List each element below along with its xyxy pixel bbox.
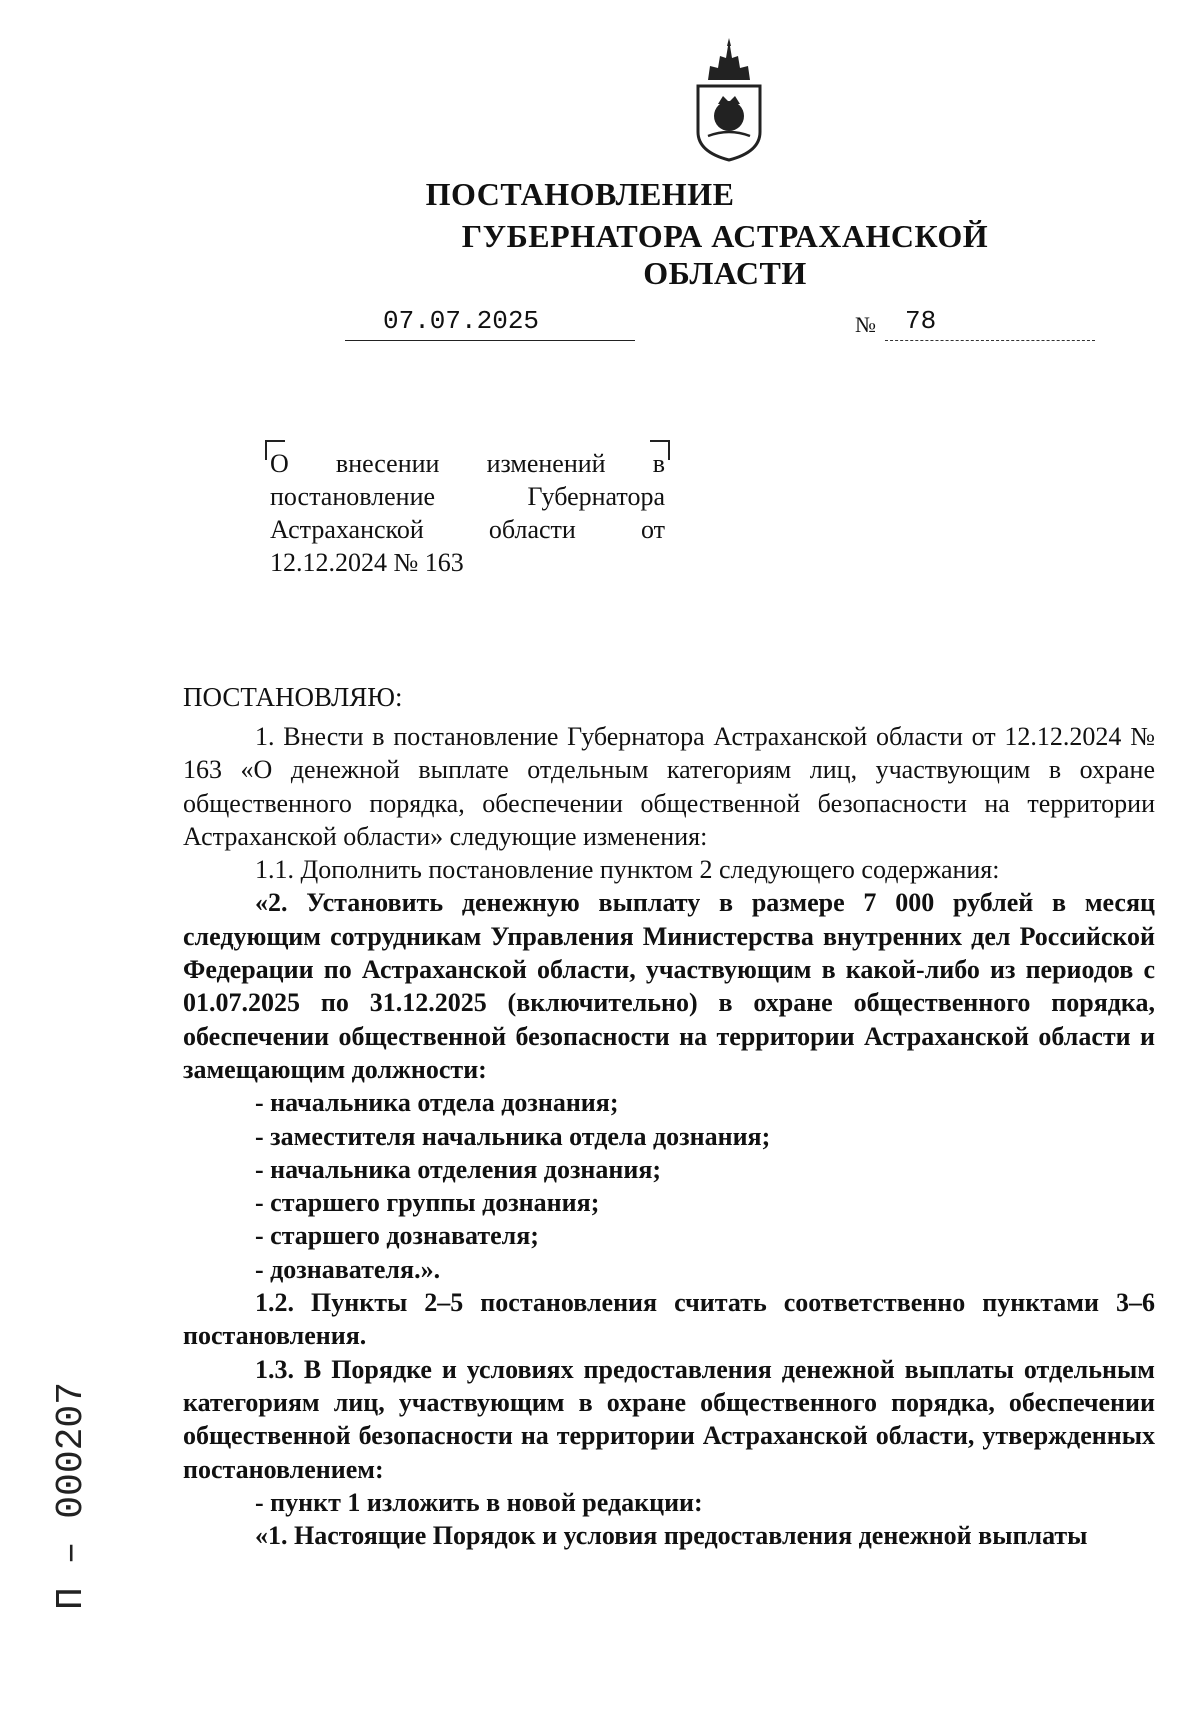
body-paragraph: - пункт 1 изложить в новой редакции: — [255, 1487, 703, 1517]
body-paragraph: 1.2. Пункты 2–5 постановления считать соответственно пунктами 3–6 постановления. — [183, 1288, 1155, 1351]
body-paragraph: - начальника отдела дознания; — [255, 1088, 619, 1118]
body-paragraph: - начальника отделения дознания; — [255, 1154, 662, 1184]
body-paragraph: 1.1. Дополнить постановление пунктом 2 следующего содержания: — [255, 855, 1000, 885]
document-authority: ГУБЕРНАТОРА АСТРАХАНСКОЙ ОБЛАСТИ — [461, 218, 989, 291]
body-paragraph: «2. Установить денежную выплату в размере 7 000 рублей в месяц следующим сотрудникам Управления Министерства внутренних дел Российской Федерации по Астраханской области, участвующим в какой-либо из периодов с 01.07.2025 по 31.12.2025 (включительно) в охране общественного порядка, обеспечении общественной безопасности на территории Астраханской области и замещающим должности: — [183, 888, 1155, 1084]
date-field — [345, 306, 635, 341]
decree-word: ПОСТАНОВЛЯЮ: — [183, 682, 403, 712]
body-paragraph: 1.3. В Порядке и условиях предоставления денежной выплаты отдельным категориям лиц, участвующим в охране общественного порядка, обеспечении общественной безопасности на территории Астраханской области, утвержденных постановлением: — [183, 1354, 1155, 1484]
document-body — [183, 720, 1155, 1552]
body-paragraph: 1. Внести в постановление Губернатора Астраханской области от 12.12.2024 № 163 «О денежной выплате отдельным категориям лиц, участвующим в охране общественного порядка, обеспечении общественной безопасности на территории Астраханской области» следующие изменения: — [183, 722, 1155, 851]
document-subject: О внесении изменений в постановление Губернатора Астраханской области от 12.12.2024 № 163 — [270, 449, 665, 577]
side-registration-code: П – 000207 — [50, 1381, 93, 1610]
body-paragraph: - старшего дознавателя; — [255, 1221, 539, 1251]
body-paragraph: «1. Настоящие Порядок и условия предоставления денежной выплаты — [255, 1521, 1088, 1551]
document-title: ПОСТАНОВЛЕНИЕ — [425, 176, 735, 212]
number-field — [885, 306, 1095, 341]
body-paragraph: - заместителя начальника отдела дознания; — [255, 1121, 771, 1151]
document-date: 07.07.2025 — [383, 306, 540, 336]
document-number: 78 — [905, 306, 937, 336]
number-sign: № — [855, 312, 876, 337]
coat-of-arms-icon — [690, 36, 768, 162]
body-paragraph: - старшего группы дознания; — [255, 1188, 600, 1218]
body-paragraph: - дознавателя.». — [255, 1254, 441, 1284]
